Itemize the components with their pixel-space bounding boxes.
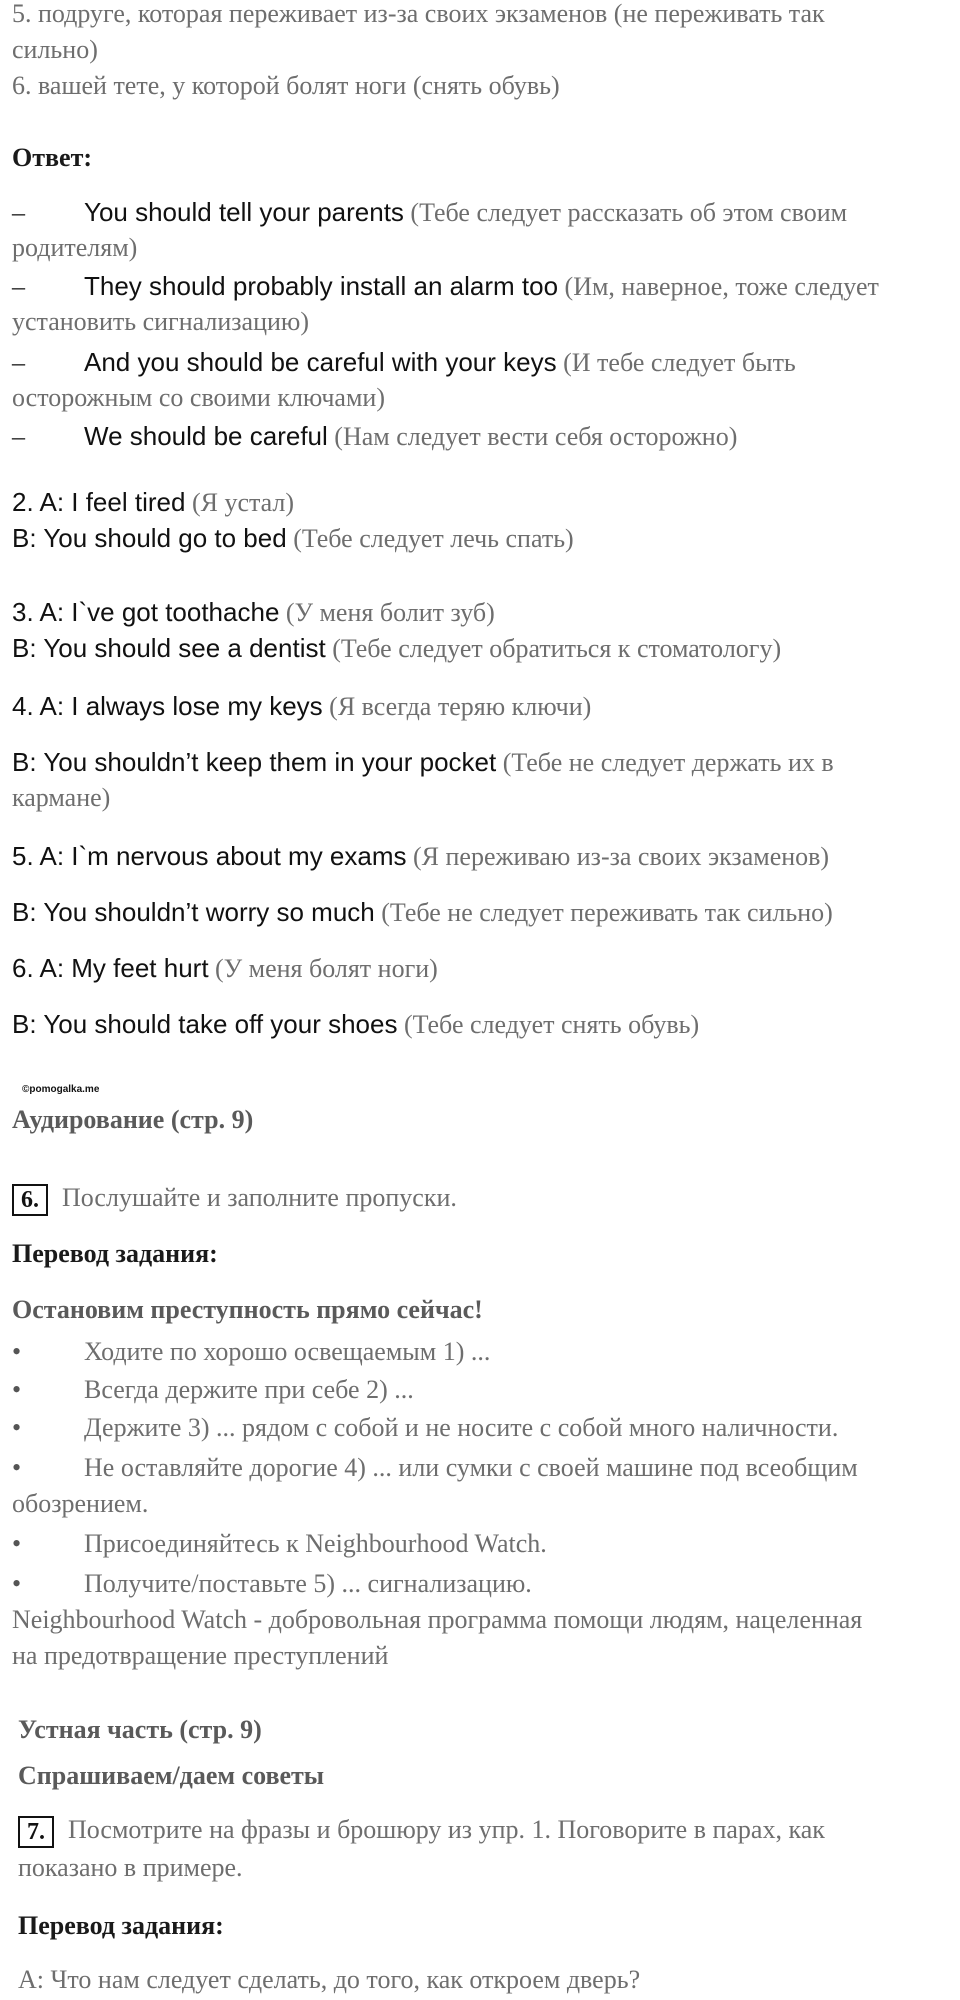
exchange-4b-cont: кармане) xyxy=(12,783,111,812)
english-phrase: You should tell your parents xyxy=(84,197,404,227)
russian-translation: (Тебе следует рассказать об этом своим xyxy=(403,198,848,227)
task-7-text: Посмотрите на фразы и брошюру из упр. 1. Поговорите в парах, как xyxy=(68,1815,825,1844)
exchange-6a xyxy=(12,950,947,987)
bullet-mark: • xyxy=(12,1337,22,1366)
russian-translation: (Нам следует вести себя осторожно) xyxy=(327,422,738,451)
bullet-item-6 xyxy=(12,1566,947,1602)
exchange-3b xyxy=(12,630,947,667)
task-7-text-cont: показано в примере. xyxy=(18,1853,243,1882)
watermark: ©pomogalka.me xyxy=(22,1084,100,1095)
russian-translation: (Я переживаю из-за своих экзаменов) xyxy=(406,842,830,871)
russian-translation: (Тебе следует лечь спать) xyxy=(286,524,574,553)
task-7-line xyxy=(18,1812,953,1848)
exchange-5a xyxy=(12,838,947,875)
english-phrase: 4. A: I always lose my keys xyxy=(12,691,323,721)
note-line-b: на предотвращение преступлений xyxy=(12,1641,389,1670)
exchange-4a xyxy=(12,688,947,725)
speaking-heading: Устная часть (стр. 9) xyxy=(18,1715,262,1744)
bullet-mark: • xyxy=(12,1375,22,1404)
dialog-line-4 xyxy=(12,418,947,455)
exchange-5b xyxy=(12,894,947,931)
translation-heading-7: Перевод задания: xyxy=(18,1911,224,1940)
bullet-text: Получите/поставьте 5) ... сигнализацию. xyxy=(84,1569,532,1598)
english-phrase: 2. A: I feel tired xyxy=(12,487,186,517)
answer-heading: Ответ: xyxy=(12,143,93,172)
bullet-item-4-cont: обозрением. xyxy=(12,1489,149,1518)
english-phrase: B: You shouldn’t worry so much xyxy=(12,897,375,927)
russian-translation: (У меня болит зуб) xyxy=(279,598,495,627)
dialog-line-3 xyxy=(12,344,947,381)
bullet-item-3 xyxy=(12,1410,947,1446)
bullet-mark: • xyxy=(12,1569,22,1598)
bullet-text: Всегда держите при себе 2) ... xyxy=(84,1375,414,1404)
bullet-text: Держите 3) ... рядом с собой и не носите с собой много наличности. xyxy=(84,1413,839,1442)
russian-translation: (Им, наверное, тоже следует xyxy=(558,272,879,301)
russian-translation: (Тебе не следует держать их в xyxy=(496,748,834,777)
bullet-text: Не оставляйте дорогие 4) ... или сумки с своей машине под всеобщим xyxy=(84,1453,858,1482)
russian-translation: (Тебе следует снять обувь) xyxy=(397,1010,700,1039)
bullet-text: Присоединяйтесь к Neighbourhood Watch. xyxy=(84,1529,547,1558)
intro-line-5b: сильно) xyxy=(12,35,98,64)
example-line: А: Что нам следует сделать, до того, как откроем дверь? xyxy=(18,1965,641,1994)
intro-line-5a: 5. подруге, которая переживает из-за своих экзаменов (не переживать так xyxy=(12,0,825,28)
english-phrase: B: You should see a dentist xyxy=(12,633,326,663)
bullet-mark: • xyxy=(12,1453,22,1482)
speaking-subheading: Спрашиваем/даем советы xyxy=(18,1761,325,1790)
poster-title: Остановим преступность прямо сейчас! xyxy=(12,1295,483,1324)
russian-translation: (Тебе не следует переживать так сильно) xyxy=(374,898,833,927)
dash-mark: – xyxy=(12,198,25,227)
bullet-mark: • xyxy=(12,1529,22,1558)
english-phrase: B: You should go to bed xyxy=(12,523,287,553)
intro-line-6: 6. вашей тете, у которой болят ноги (снять обувь) xyxy=(12,71,560,100)
exchange-6b xyxy=(12,1006,947,1043)
bullet-item-1 xyxy=(12,1334,947,1370)
russian-translation: (Тебе следует обратиться к стоматологу) xyxy=(325,634,782,663)
bullet-item-2 xyxy=(12,1372,947,1408)
dialog-line-3-cont: осторожным со своими ключами) xyxy=(12,383,386,412)
translation-heading-6: Перевод задания: xyxy=(12,1239,218,1268)
bullet-text: Ходите по хорошо освещаемым 1) ... xyxy=(84,1337,491,1366)
english-phrase: B: You should take off your shoes xyxy=(12,1009,398,1039)
english-phrase: 6. A: My feet hurt xyxy=(12,953,209,983)
russian-translation: (У меня болят ноги) xyxy=(208,954,438,983)
task-6-text: Послушайте и заполните пропуски. xyxy=(62,1183,457,1212)
exchange-2b xyxy=(12,520,947,557)
english-phrase: 3. A: I`ve got toothache xyxy=(12,597,280,627)
dialog-line-1 xyxy=(12,194,947,231)
exchange-2a xyxy=(12,484,947,521)
listening-heading: Аудирование (стр. 9) xyxy=(12,1105,254,1134)
dash-mark: – xyxy=(12,272,25,301)
bullet-mark: • xyxy=(12,1413,22,1442)
exchange-4b xyxy=(12,744,947,781)
english-phrase: They should probably install an alarm too xyxy=(84,271,559,301)
dialog-line-2-cont: установить сигнализацию) xyxy=(12,307,309,336)
bullet-item-5 xyxy=(12,1526,947,1562)
bullet-item-4 xyxy=(12,1450,947,1486)
russian-translation: (Я устал) xyxy=(185,488,295,517)
exchange-3a xyxy=(12,594,947,631)
dialog-line-1-cont: родителям) xyxy=(12,233,138,262)
dash-mark: – xyxy=(12,348,25,377)
dash-mark: – xyxy=(12,422,25,451)
english-phrase: 5. A: I`m nervous about my exams xyxy=(12,841,407,871)
english-phrase: And you should be careful with your keys xyxy=(84,347,557,377)
english-phrase: We should be careful xyxy=(84,421,328,451)
task-number-badge: 7. xyxy=(18,1816,54,1848)
note-line-a: Neighbourhood Watch - добровольная программа помощи людям, нацеленная xyxy=(12,1605,863,1634)
russian-translation: (Я всегда теряю ключи) xyxy=(322,692,592,721)
task-number-badge: 6. xyxy=(12,1184,48,1216)
dialog-line-2 xyxy=(12,268,947,305)
english-phrase: B: You shouldn’t keep them in your pocket xyxy=(12,747,497,777)
russian-translation: (И тебе следует быть xyxy=(556,348,796,377)
task-6-line xyxy=(12,1180,947,1216)
